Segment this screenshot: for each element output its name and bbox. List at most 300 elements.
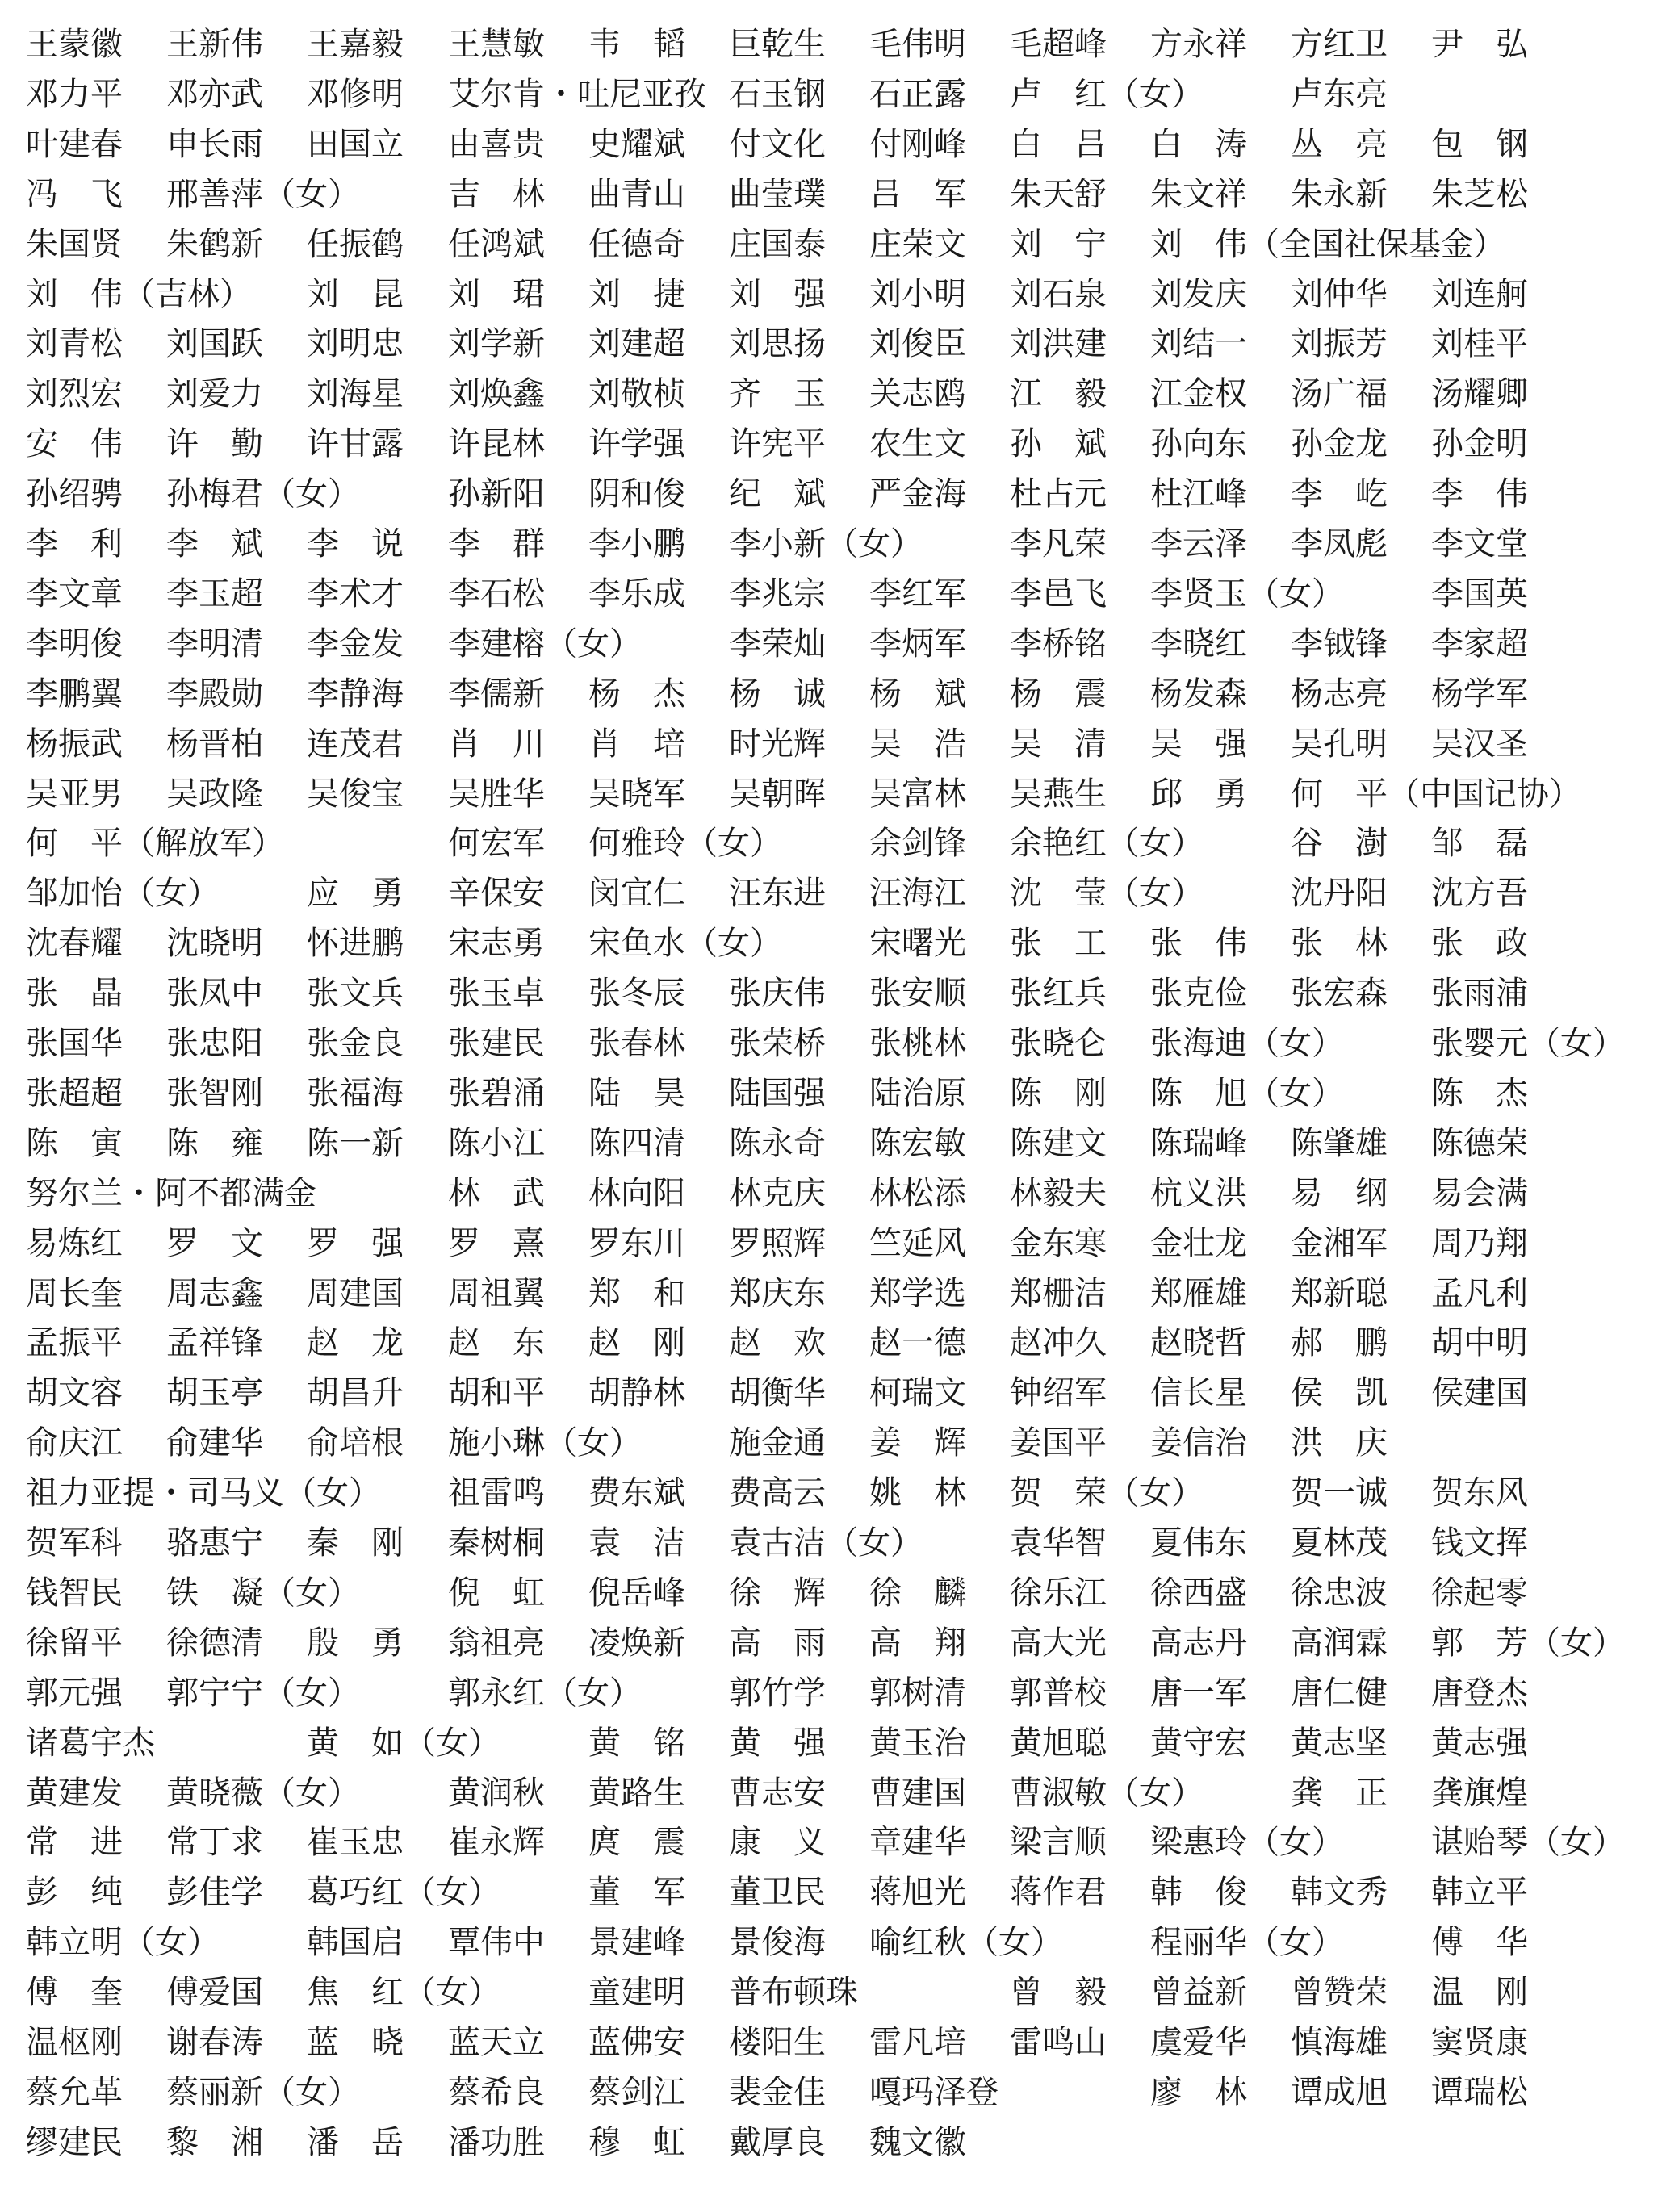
member-name: 王慧敏 <box>448 26 545 63</box>
member-name: 怀进鹏 <box>307 925 404 963</box>
member-name: 易 纲 <box>1291 1174 1388 1212</box>
member-name: 王新伟 <box>166 26 263 63</box>
member-name: 丛 亮 <box>1291 125 1388 163</box>
member-name: 金壮龙 <box>1150 1224 1247 1262</box>
member-name: 袁 洁 <box>588 1524 685 1562</box>
member-name: 张庆伟 <box>729 975 826 1013</box>
member-name: 曾 毅 <box>1010 1974 1107 2012</box>
member-name: 邹加怡（女） <box>26 875 220 913</box>
member-name: 吴燕生 <box>1010 775 1107 813</box>
member-name: 李红军 <box>869 575 966 613</box>
member-name: 庄荣文 <box>869 225 966 263</box>
member-name: 刘焕鑫 <box>448 375 545 413</box>
member-name: 赵晓哲 <box>1150 1324 1247 1362</box>
member-name: 石玉钢 <box>729 75 826 113</box>
member-name: 吴富林 <box>869 775 966 813</box>
member-name: 严金海 <box>869 475 966 513</box>
member-name: 康 义 <box>729 1824 826 1862</box>
member-name: 谢春涛 <box>166 2024 263 2061</box>
member-name: 贺一诚 <box>1291 1474 1388 1512</box>
member-name: 林毅夫 <box>1010 1174 1107 1212</box>
member-name: 姜信治 <box>1150 1424 1247 1462</box>
member-name: 贺东风 <box>1431 1474 1528 1512</box>
member-name: 陆 昊 <box>588 1074 685 1112</box>
member-name: 景建峰 <box>588 1924 685 1962</box>
member-name: 彭佳学 <box>166 1874 263 1912</box>
member-name: 赵 东 <box>448 1324 545 1362</box>
name-row <box>0 569 1662 619</box>
member-name: 汪东进 <box>729 875 826 913</box>
member-name: 郑栅洁 <box>1010 1274 1107 1312</box>
member-name: 郭普校 <box>1010 1674 1107 1712</box>
member-name: 胡和平 <box>448 1374 545 1412</box>
member-name: 李 群 <box>448 525 545 562</box>
member-name: 付刚峰 <box>869 125 966 163</box>
member-name: 胡玉亭 <box>166 1374 263 1412</box>
member-name: 谭成旭 <box>1291 2073 1388 2111</box>
member-name: 夏林茂 <box>1291 1524 1388 1562</box>
member-name: 周建国 <box>307 1274 404 1312</box>
member-name: 焦 红（女） <box>307 1974 500 2012</box>
member-name: 卢 红（女） <box>1010 75 1204 113</box>
member-name: 赵 刚 <box>588 1324 685 1362</box>
member-name: 袁华智 <box>1010 1524 1107 1562</box>
member-name: 许 勤 <box>166 425 263 463</box>
member-name: 何雅玲（女） <box>588 825 782 863</box>
member-name: 蔡希良 <box>448 2073 545 2111</box>
member-name: 任鸿斌 <box>448 225 545 263</box>
member-name: 李金发 <box>307 625 404 663</box>
member-name: 艾尔肯・吐尼亚孜 <box>448 75 706 113</box>
member-name: 高 雨 <box>729 1624 826 1662</box>
member-name: 陈永奇 <box>729 1124 826 1162</box>
member-name: 任振鹤 <box>307 225 404 263</box>
name-row <box>0 2118 1662 2168</box>
member-name: 雷鸣山 <box>1010 2024 1107 2061</box>
member-name: 雷凡培 <box>869 2024 966 2061</box>
member-name: 蒋作君 <box>1010 1874 1107 1912</box>
member-name: 冯 飞 <box>26 175 123 213</box>
member-name: 刘 伟（全国社保基金） <box>1150 225 1505 263</box>
member-name: 孟凡利 <box>1431 1274 1528 1312</box>
member-name: 傅 奎 <box>26 1974 123 2012</box>
member-name: 孙金明 <box>1431 425 1528 463</box>
member-name: 邹 磊 <box>1431 825 1528 863</box>
member-name: 柯瑞文 <box>869 1374 966 1412</box>
member-name: 李云泽 <box>1150 525 1247 562</box>
name-row <box>0 719 1662 769</box>
member-name: 姚 林 <box>869 1474 966 1512</box>
member-name: 刘 伟（吉林） <box>26 275 252 313</box>
member-name: 郑庆东 <box>729 1274 826 1312</box>
member-name: 刘仲华 <box>1291 275 1388 313</box>
member-name: 夏伟东 <box>1150 1524 1247 1562</box>
member-name: 吴胜华 <box>448 775 545 813</box>
member-name: 韦 韬 <box>588 26 685 63</box>
member-name: 张宏森 <box>1291 975 1388 1013</box>
member-name: 林 武 <box>448 1174 545 1212</box>
member-name: 温 刚 <box>1431 1974 1528 2012</box>
member-name: 姜 辉 <box>869 1424 966 1462</box>
member-name: 许学强 <box>588 425 685 463</box>
member-name: 罗 熹 <box>448 1224 545 1262</box>
member-name: 李明清 <box>166 625 263 663</box>
member-name: 赵冲久 <box>1010 1324 1107 1362</box>
name-row <box>0 868 1662 918</box>
member-name: 史耀斌 <box>588 125 685 163</box>
member-name: 胡文容 <box>26 1374 123 1412</box>
member-name: 朱鹤新 <box>166 225 263 263</box>
member-name: 李儒新 <box>448 675 545 713</box>
member-name: 申长雨 <box>166 125 263 163</box>
member-name: 俞庆江 <box>26 1424 123 1462</box>
member-name: 陆治原 <box>869 1074 966 1112</box>
member-name: 谭瑞松 <box>1431 2073 1528 2111</box>
member-name: 蒋旭光 <box>869 1874 966 1912</box>
member-name: 周志鑫 <box>166 1274 263 1312</box>
member-name: 刘烈宏 <box>26 375 123 413</box>
member-name: 江 毅 <box>1010 375 1107 413</box>
member-name: 刘小明 <box>869 275 966 313</box>
member-name: 杨志亮 <box>1291 675 1388 713</box>
member-name: 周乃翔 <box>1431 1224 1528 1262</box>
name-row <box>0 69 1662 119</box>
member-name: 穆 虹 <box>588 2123 685 2161</box>
member-name: 朱国贤 <box>26 225 123 263</box>
member-name: 刘振芳 <box>1291 325 1388 363</box>
member-name: 易会满 <box>1431 1174 1528 1212</box>
member-name: 曲青山 <box>588 175 685 213</box>
member-name: 杜江峰 <box>1150 475 1247 513</box>
member-name: 赵 龙 <box>307 1324 404 1362</box>
member-name: 邓亦武 <box>166 75 263 113</box>
member-name: 李凤彪 <box>1291 525 1388 562</box>
member-name: 徐乐江 <box>1010 1574 1107 1612</box>
member-name: 秦 刚 <box>307 1524 404 1562</box>
name-row <box>0 1718 1662 1768</box>
name-row <box>0 319 1662 369</box>
member-name: 刘 宁 <box>1010 225 1107 263</box>
member-name: 陈 刚 <box>1010 1074 1107 1112</box>
member-name: 汤广福 <box>1291 375 1388 413</box>
member-name: 虞爱华 <box>1150 2024 1247 2061</box>
member-name: 李术才 <box>307 575 404 613</box>
member-name: 白 涛 <box>1150 125 1247 163</box>
member-name: 李建榕（女） <box>448 625 642 663</box>
member-name: 裴金佳 <box>729 2073 826 2111</box>
member-name: 王蒙徽 <box>26 26 123 63</box>
member-name: 曹淑敏（女） <box>1010 1774 1204 1812</box>
member-name: 李乐成 <box>588 575 685 613</box>
member-name: 朱永新 <box>1291 175 1388 213</box>
member-name: 刘敬桢 <box>588 375 685 413</box>
name-row <box>0 1518 1662 1568</box>
member-name: 韩文秀 <box>1291 1874 1388 1912</box>
member-name: 韩国启 <box>307 1924 404 1962</box>
member-name: 宋曙光 <box>869 925 966 963</box>
member-name: 孙 斌 <box>1010 425 1107 463</box>
member-name: 倪岳峰 <box>588 1574 685 1612</box>
member-name: 费高云 <box>729 1474 826 1512</box>
member-name: 关志鸥 <box>869 375 966 413</box>
member-name: 黄守宏 <box>1150 1724 1247 1762</box>
member-name: 曹建国 <box>869 1774 966 1812</box>
member-name: 余艳红（女） <box>1010 825 1204 863</box>
name-row <box>0 1468 1662 1518</box>
member-name: 时光辉 <box>729 725 826 763</box>
member-name: 张海迪（女） <box>1150 1025 1344 1062</box>
member-name: 吴俊宝 <box>307 775 404 813</box>
member-name: 诸葛宇杰 <box>26 1724 155 1762</box>
member-name: 蔡丽新（女） <box>166 2073 360 2111</box>
name-row <box>0 1768 1662 1818</box>
name-row <box>0 1867 1662 1917</box>
member-name: 刘结一 <box>1150 325 1247 363</box>
member-name: 黄旭聪 <box>1010 1724 1107 1762</box>
member-name: 李 屹 <box>1291 475 1388 513</box>
member-name: 沈方吾 <box>1431 875 1528 913</box>
name-row <box>0 1219 1662 1269</box>
member-name: 常 进 <box>26 1824 123 1862</box>
name-row <box>0 119 1662 169</box>
member-name: 叶建春 <box>26 125 123 163</box>
member-name: 金东寒 <box>1010 1224 1107 1262</box>
member-name: 姜国平 <box>1010 1424 1107 1462</box>
name-row <box>0 968 1662 1018</box>
member-name: 李玉超 <box>166 575 263 613</box>
member-name: 庄国泰 <box>729 225 826 263</box>
name-row <box>0 918 1662 968</box>
member-name: 董卫民 <box>729 1874 826 1912</box>
member-name: 陈宏敏 <box>869 1124 966 1162</box>
member-name: 张国华 <box>26 1025 123 1062</box>
member-name: 章建华 <box>869 1824 966 1862</box>
member-name: 崔永辉 <box>448 1824 545 1862</box>
name-row <box>0 1967 1662 2018</box>
member-name: 吴晓军 <box>588 775 685 813</box>
member-name: 林向阳 <box>588 1174 685 1212</box>
member-name: 徐留平 <box>26 1624 123 1662</box>
name-row <box>0 818 1662 868</box>
member-name: 何 平（解放军） <box>26 825 284 863</box>
member-name: 钱智民 <box>26 1574 123 1612</box>
member-name: 楼阳生 <box>729 2024 826 2061</box>
member-name: 秦树桐 <box>448 1524 545 1562</box>
member-name: 黄志强 <box>1431 1724 1528 1762</box>
member-name: 连茂君 <box>307 725 404 763</box>
member-name: 张金良 <box>307 1025 404 1062</box>
name-row <box>0 1568 1662 1618</box>
member-name: 张忠阳 <box>166 1025 263 1062</box>
name-row <box>0 1368 1662 1418</box>
member-name: 黄建发 <box>26 1774 123 1812</box>
member-name: 肖 川 <box>448 725 545 763</box>
member-name: 李 伟 <box>1431 475 1528 513</box>
member-name: 徐 辉 <box>729 1574 826 1612</box>
member-name: 倪 虹 <box>448 1574 545 1612</box>
name-row <box>0 369 1662 419</box>
member-name: 陈小江 <box>448 1124 545 1162</box>
member-name: 洪 庆 <box>1291 1424 1388 1462</box>
member-name: 胡静林 <box>588 1374 685 1412</box>
member-name: 徐西盛 <box>1150 1574 1247 1612</box>
member-name: 余剑锋 <box>869 825 966 863</box>
member-name: 杜占元 <box>1010 475 1107 513</box>
member-name: 祖力亚提・司马义（女） <box>26 1474 381 1512</box>
member-name: 侯 凯 <box>1291 1374 1388 1412</box>
member-name: 张 晶 <box>26 975 123 1013</box>
member-name: 钟绍军 <box>1010 1374 1107 1412</box>
member-name: 李兆宗 <box>729 575 826 613</box>
name-row <box>0 469 1662 519</box>
member-name: 信长星 <box>1150 1374 1247 1412</box>
member-name: 傅爱国 <box>166 1974 263 2012</box>
member-name: 卢东亮 <box>1291 75 1388 113</box>
member-name: 崔玉忠 <box>307 1824 404 1862</box>
member-name: 汪海江 <box>869 875 966 913</box>
member-name: 孙梅君（女） <box>166 475 360 513</box>
member-name: 张玉卓 <box>448 975 545 1013</box>
member-name: 纪 斌 <box>729 475 826 513</box>
name-row <box>0 1119 1662 1169</box>
member-name: 曲莹璞 <box>729 175 826 213</box>
member-name: 易炼红 <box>26 1224 123 1262</box>
name-row <box>0 1018 1662 1068</box>
member-name: 巨乾生 <box>729 26 826 63</box>
member-name: 陈 旭（女） <box>1150 1074 1344 1112</box>
member-name: 刘海星 <box>307 375 404 413</box>
name-row <box>0 669 1662 719</box>
member-name: 蔡允革 <box>26 2073 123 2111</box>
member-name: 刘连舸 <box>1431 275 1528 313</box>
member-name: 张 工 <box>1010 925 1107 963</box>
member-name: 江金权 <box>1150 375 1247 413</box>
member-name: 温枢刚 <box>26 2024 123 2061</box>
member-name: 郝 鹏 <box>1291 1324 1388 1362</box>
member-name: 刘建超 <box>588 325 685 363</box>
member-name: 任德奇 <box>588 225 685 263</box>
member-name: 沈春耀 <box>26 925 123 963</box>
member-name: 张荣桥 <box>729 1025 826 1062</box>
member-name: 费东斌 <box>588 1474 685 1512</box>
member-name: 蓝天立 <box>448 2024 545 2061</box>
member-name: 许宪平 <box>729 425 826 463</box>
member-name: 戴厚良 <box>729 2123 826 2161</box>
member-name: 普布顿珠 <box>729 1974 858 2012</box>
member-name: 杨 震 <box>1010 675 1107 713</box>
member-name: 邱 勇 <box>1150 775 1247 813</box>
member-name: 宋鱼水（女） <box>588 925 782 963</box>
member-name: 张 伟 <box>1150 925 1247 963</box>
member-name: 吴孔明 <box>1291 725 1388 763</box>
member-name: 李 说 <box>307 525 404 562</box>
member-name: 刘 强 <box>729 275 826 313</box>
member-name: 张红兵 <box>1010 975 1107 1013</box>
member-name: 杭义洪 <box>1150 1174 1247 1212</box>
member-name: 韩立平 <box>1431 1874 1528 1912</box>
member-name: 李鹏翼 <box>26 675 123 713</box>
member-name: 毛伟明 <box>869 26 966 63</box>
member-name: 庹 震 <box>588 1824 685 1862</box>
member-name: 杨学军 <box>1431 675 1528 713</box>
member-name: 廖 林 <box>1150 2073 1247 2111</box>
member-name: 吴 强 <box>1150 725 1247 763</box>
member-name: 张建民 <box>448 1025 545 1062</box>
member-name: 郭树清 <box>869 1674 966 1712</box>
name-row <box>0 1068 1662 1119</box>
member-name: 魏文徽 <box>869 2123 966 2161</box>
member-name: 朱天舒 <box>1010 175 1107 213</box>
member-name: 杨 斌 <box>869 675 966 713</box>
member-name: 方红卫 <box>1291 26 1388 63</box>
member-name: 刘 珺 <box>448 275 545 313</box>
member-name: 黎 湘 <box>166 2123 263 2161</box>
member-name: 杨发森 <box>1150 675 1247 713</box>
member-name: 孟祥锋 <box>166 1324 263 1362</box>
member-name: 陈瑞峰 <box>1150 1124 1247 1162</box>
member-name: 刘 捷 <box>588 275 685 313</box>
member-name: 李小鹏 <box>588 525 685 562</box>
member-name: 张桃林 <box>869 1025 966 1062</box>
member-name: 葛巧红（女） <box>307 1874 500 1912</box>
member-name: 孟振平 <box>26 1324 123 1362</box>
member-name: 徐德清 <box>166 1624 263 1662</box>
name-row <box>0 169 1662 220</box>
member-name: 朱文祥 <box>1150 175 1247 213</box>
name-row <box>0 19 1662 69</box>
member-name: 俞培根 <box>307 1424 404 1462</box>
member-name: 潘 岳 <box>307 2123 404 2161</box>
member-name: 何 平（中国记协） <box>1291 775 1581 813</box>
member-name: 蔡剑江 <box>588 2073 685 2111</box>
member-name: 方永祥 <box>1150 26 1247 63</box>
member-name: 刘青松 <box>26 325 123 363</box>
member-name: 祖雷鸣 <box>448 1474 545 1512</box>
member-name: 景俊海 <box>729 1924 826 1962</box>
member-name: 胡衡华 <box>729 1374 826 1412</box>
member-name: 黄 强 <box>729 1724 826 1762</box>
member-name: 唐仁健 <box>1291 1674 1388 1712</box>
member-name: 闵宜仁 <box>588 875 685 913</box>
name-row <box>0 1668 1662 1718</box>
member-name: 高 翔 <box>869 1624 966 1662</box>
member-name: 董 军 <box>588 1874 685 1912</box>
member-name: 吴朝晖 <box>729 775 826 813</box>
member-name: 孙绍骋 <box>26 475 123 513</box>
member-name: 蓝佛安 <box>588 2024 685 2061</box>
member-name: 陈建文 <box>1010 1124 1107 1162</box>
member-name: 刘爱力 <box>166 375 263 413</box>
member-name: 缪建民 <box>26 2123 123 2161</box>
member-name: 韩 俊 <box>1150 1874 1247 1912</box>
member-name: 李凡荣 <box>1010 525 1107 562</box>
member-name: 尹 弘 <box>1431 26 1528 63</box>
member-name: 应 勇 <box>307 875 404 913</box>
member-name: 黄路生 <box>588 1774 685 1812</box>
name-row <box>0 1817 1662 1867</box>
member-name: 郭竹学 <box>729 1674 826 1712</box>
member-name: 金湘军 <box>1291 1224 1388 1262</box>
member-name: 韩立明（女） <box>26 1924 220 1962</box>
member-name: 吉 林 <box>448 175 545 213</box>
name-row <box>0 2018 1662 2068</box>
member-name: 刘桂平 <box>1431 325 1528 363</box>
member-name: 黄玉治 <box>869 1724 966 1762</box>
member-name: 程丽华（女） <box>1150 1924 1344 1962</box>
member-name: 许昆林 <box>448 425 545 463</box>
member-name: 徐起零 <box>1431 1574 1528 1612</box>
member-name: 罗 文 <box>166 1224 263 1262</box>
